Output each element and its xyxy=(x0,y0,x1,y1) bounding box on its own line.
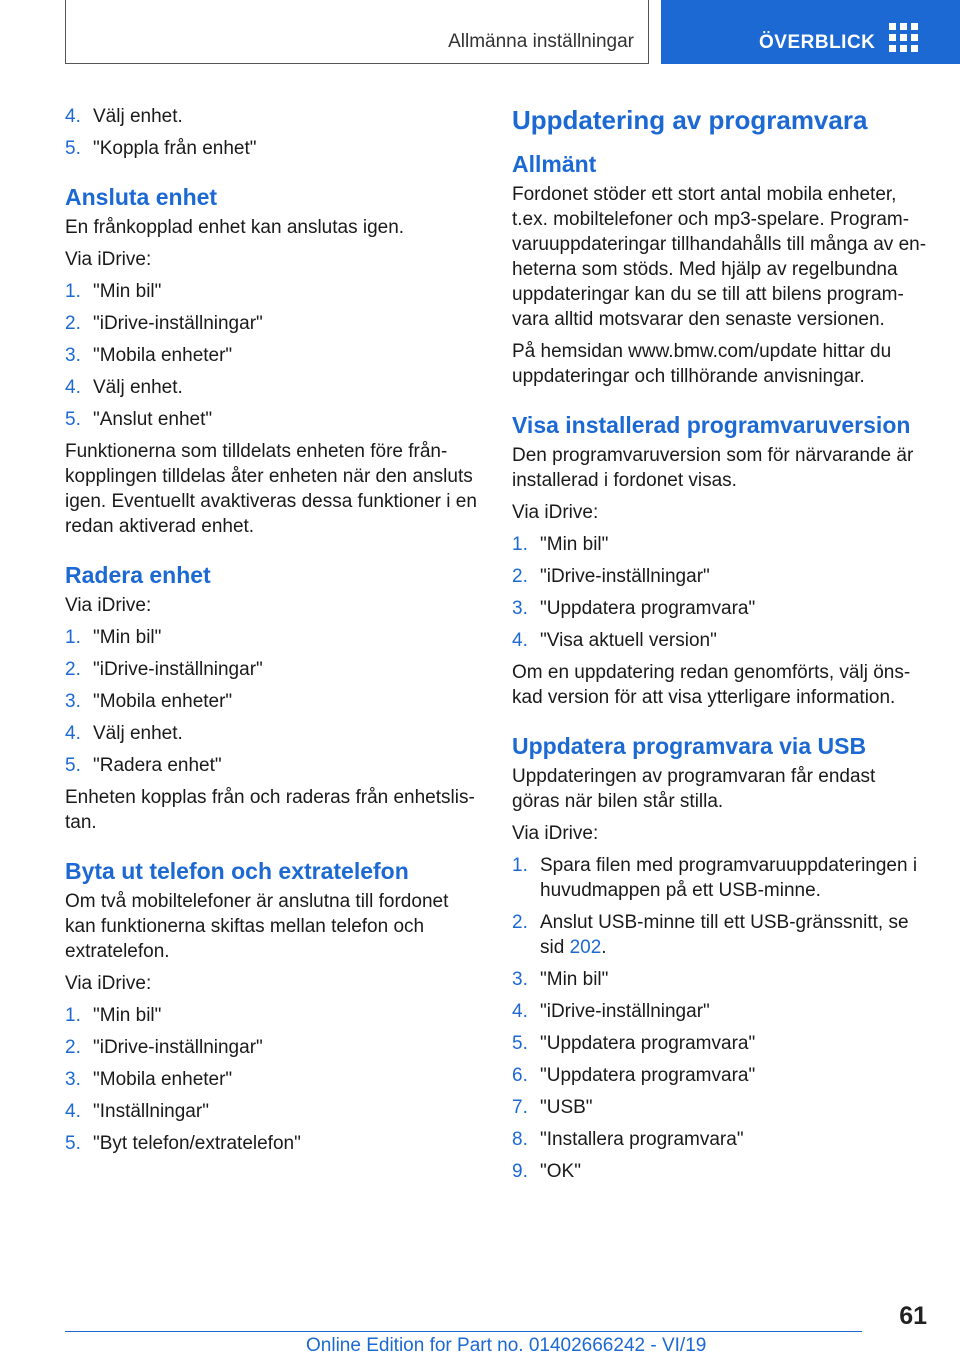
list-item: 3. "Uppdatera programvara" xyxy=(512,598,756,619)
heading-allmant: Allmänt xyxy=(512,151,597,177)
heading-uppdatera-usb: Uppdatera programvara via USB xyxy=(512,733,867,759)
list-item: 3. "Min bil" xyxy=(512,969,609,990)
steps-list xyxy=(65,279,477,432)
page-reference-link[interactable]: 202 xyxy=(569,937,602,958)
via-idrive-label: Via iDrive: xyxy=(65,973,152,994)
list-item: 5. "Koppla från enhet" xyxy=(65,138,257,159)
heading-uppdatering-programvara: Uppdatering av programvara xyxy=(512,105,868,135)
heading-ansluta-enhet: Ansluta enhet xyxy=(65,184,218,210)
list-item: 5. "Radera enhet" xyxy=(65,755,222,776)
paragraph: Uppdateringen av programvaran får endast göras när bilen står stilla. xyxy=(512,766,876,812)
section-header xyxy=(65,0,649,64)
list-item: 3. "Mobila enheter" xyxy=(65,345,233,366)
list-item: 9. "OK" xyxy=(512,1161,581,1182)
paragraph: På hemsidan www.bmw.com/update hittar du uppdateringar och tillhörande anvisningar. xyxy=(512,341,892,387)
list-item: 2. Anslut USB-minne till ett USB-gränssnitt, se sid 202. xyxy=(512,912,909,958)
list-item: 4. "Visa aktuell version" xyxy=(512,630,717,651)
via-idrive-label: Via iDrive: xyxy=(512,823,599,844)
list-item: 4. "iDrive-inställningar" xyxy=(512,1001,710,1022)
list-item: 1. "Min bil" xyxy=(512,534,609,555)
paragraph: Enheten kopplas från och raderas från enhetslistan. xyxy=(65,787,475,833)
list-item: 2. "iDrive-inställningar" xyxy=(512,566,710,587)
left-column xyxy=(65,104,477,1163)
list-item: 1. "Min bil" xyxy=(65,281,162,302)
grid-menu-icon[interactable] xyxy=(889,23,918,52)
via-idrive-label: Via iDrive: xyxy=(512,502,599,523)
list-item: 5. "Byt telefon/extratelefon" xyxy=(65,1133,301,1154)
list-item: 7. "USB" xyxy=(512,1097,593,1118)
footer-edition: Online Edition for Part no. 01402666242 - VI/19 xyxy=(306,1335,707,1356)
paragraph: En frånkopplad enhet kan anslutas igen. xyxy=(65,217,405,238)
paragraph: Funktionerna som tilldelats enheten före frånkopplingen tilldelas åter enheten när den ansluts igen. Eventuellt avaktiveras dessa funktioner i en redan aktiverad enhet. xyxy=(65,441,477,537)
heading-radera-enhet: Radera enhet xyxy=(65,562,211,588)
section-title: Allmänna inställningar xyxy=(448,31,634,52)
page-number: 61 xyxy=(899,1302,927,1330)
list-item: 4. Välj enhet. xyxy=(65,106,183,127)
list-item: 4. Välj enhet. xyxy=(65,723,183,744)
overview-label[interactable]: ÖVERBLICK xyxy=(759,32,876,53)
overview-tab[interactable] xyxy=(661,0,960,64)
heading-byta-telefon: Byta ut telefon och extratelefon xyxy=(65,858,409,884)
continued-list xyxy=(65,104,477,161)
list-item: 1. Spara filen med programvaruuppdateringen i huvudmappen på ett USB-minne. xyxy=(512,855,918,901)
list-item: 1. "Min bil" xyxy=(65,1005,162,1026)
steps-list xyxy=(65,625,477,778)
heading-visa-version: Visa installerad programvaruversion xyxy=(512,412,911,438)
list-item: 2. "iDrive-inställningar" xyxy=(65,313,263,334)
list-item: 2. "iDrive-inställningar" xyxy=(65,659,263,680)
footer-divider xyxy=(65,1331,862,1332)
paragraph: Fordonet stöder ett stort antal mobila enheter, t.ex. mobiltelefoner och mp3-spelare. Programvaruuppdateringar tillhandahålls till många av enheterna som stöds. Med hjälp av regelbundna uppdateringar kan du se till att bilens programvara alltid motsvarar den senaste versionen. xyxy=(512,184,927,330)
list-item: 4. Välj enhet. xyxy=(65,377,183,398)
paragraph: Om en uppdatering redan genomförts, välj önskad version för att visa ytterligare information. xyxy=(512,662,911,708)
paragraph: Om två mobiltelefoner är anslutna till fordonet kan funktionerna skiftas mellan telefon och extratelefon. xyxy=(65,891,449,962)
list-item: 3. "Mobila enheter" xyxy=(65,691,233,712)
steps-list xyxy=(512,532,928,653)
list-item: 2. "iDrive-inställningar" xyxy=(65,1037,263,1058)
list-item: 6. "Uppdatera programvara" xyxy=(512,1065,756,1086)
list-item: 8. "Installera programvara" xyxy=(512,1129,744,1150)
list-item: 3. "Mobila enheter" xyxy=(65,1069,233,1090)
list-item: 4. "Inställningar" xyxy=(65,1101,209,1122)
right-column xyxy=(512,104,928,1191)
list-item: 1. "Min bil" xyxy=(65,627,162,648)
list-item: 5. "Anslut enhet" xyxy=(65,409,213,430)
paragraph: Den programvaruversion som för närvarande är installerad i fordonet visas. xyxy=(512,445,914,491)
steps-list xyxy=(512,853,928,1184)
via-idrive-label: Via iDrive: xyxy=(65,595,152,616)
steps-list xyxy=(65,1003,477,1156)
list-item: 5. "Uppdatera programvara" xyxy=(512,1033,756,1054)
via-idrive-label: Via iDrive: xyxy=(65,249,152,270)
